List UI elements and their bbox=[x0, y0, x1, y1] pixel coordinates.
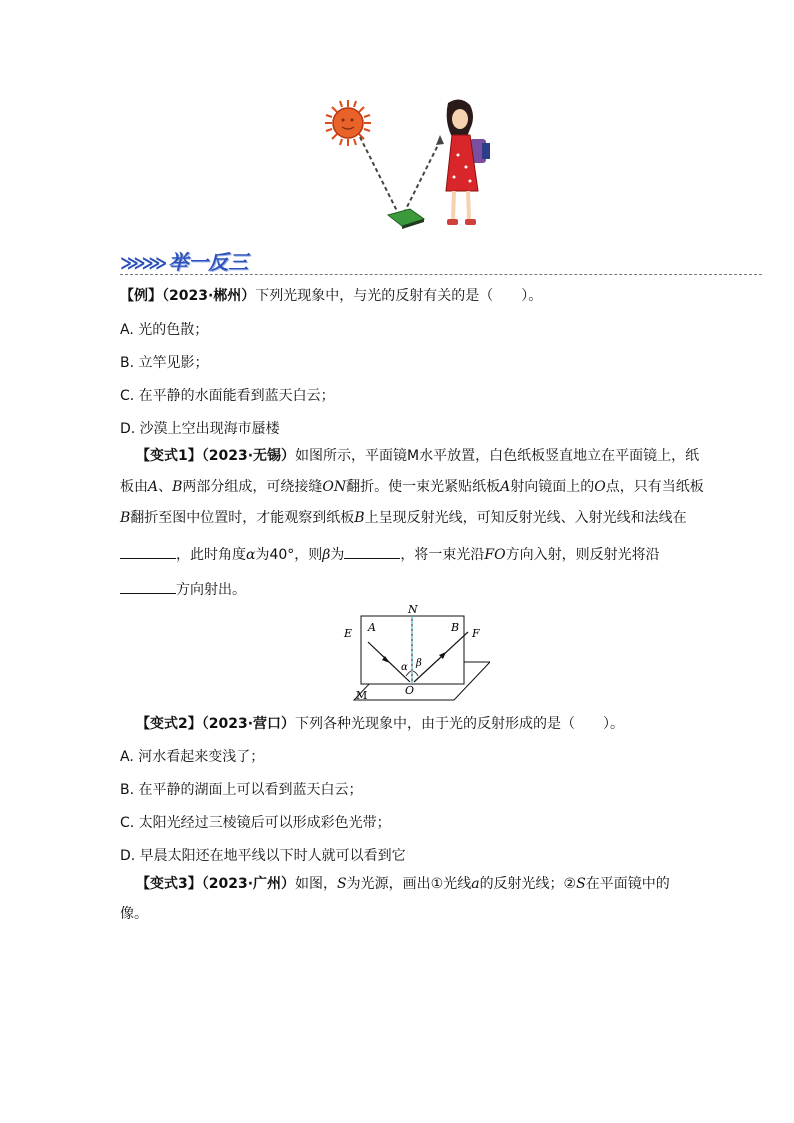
variant2-option-d: D. 早晨太阳还在地平线以下时人就可以看到它 bbox=[120, 848, 406, 864]
label-F: F bbox=[472, 627, 480, 640]
variant3-line-1: 【变式3】（2023·广州）如图，S为光源，画出①光线a的反射光线；②S在平面镜中的 bbox=[136, 876, 670, 892]
label-N: N bbox=[408, 604, 418, 616]
variant2-stem: 下列各种光现象中，由于光的反射形成的是（ ）。 bbox=[295, 716, 625, 732]
variant1-line-1 bbox=[136, 446, 699, 466]
label-A: A bbox=[368, 621, 376, 634]
variant3-line-2: 像。 bbox=[120, 906, 148, 922]
girl-icon bbox=[446, 99, 490, 225]
variant1-text: 如图所示，平面镜M水平放置，白色纸板竖直地立在平面镜上，纸 bbox=[295, 448, 700, 464]
example-source: （2023·郴州） bbox=[162, 288, 256, 304]
variant2-option-a: A. 河水看起来变浅了； bbox=[120, 749, 265, 765]
sun-icon bbox=[325, 100, 371, 146]
variant2-tag: 【变式2】 bbox=[136, 716, 202, 732]
banner-divider bbox=[120, 274, 762, 275]
reflected-ray bbox=[404, 141, 440, 213]
mirror-figure bbox=[334, 604, 490, 706]
example-tag: 【例】 bbox=[120, 288, 162, 304]
label-E: E bbox=[344, 627, 353, 640]
banner-arrows-icon: ⋙⋙ bbox=[120, 253, 164, 274]
example-option-b: B. 立竿见影； bbox=[120, 355, 209, 371]
label-O: O bbox=[405, 684, 415, 697]
answer-blank-2[interactable] bbox=[344, 546, 400, 559]
variant2-question bbox=[136, 714, 624, 734]
reflection-illustration bbox=[320, 95, 500, 235]
example-stem: 下列光现象中，与光的反射有关的是（ ）。 bbox=[255, 288, 543, 304]
incident-ray bbox=[360, 137, 398, 213]
banner-title: 举一反三 bbox=[168, 250, 249, 274]
variant2-option-c: C. 太阳光经过三棱镜后可以形成彩色光带； bbox=[120, 815, 391, 831]
label-B: B bbox=[451, 621, 460, 634]
book-icon bbox=[388, 209, 424, 229]
example-option-c: C. 在平静的水面能看到蓝天白云； bbox=[120, 388, 335, 404]
label-M: M bbox=[356, 689, 368, 702]
answer-blank-1[interactable] bbox=[120, 546, 176, 559]
variant3-source: （2023·广州） bbox=[201, 876, 296, 892]
variant1-source: （2023·无锡） bbox=[201, 448, 296, 464]
variant1-line-5: 方向射出。 bbox=[120, 580, 246, 600]
variant1-tag: 【变式1】 bbox=[136, 448, 202, 464]
variant1-line-2: 板由A、B两部分组成，可绕接缝ON翻折。使一束光紧贴纸板A射向镜面上的O点，只有当纸板 bbox=[120, 479, 704, 495]
variant1-line-3: B翻折至图中位置时，才能观察到纸板B上呈现反射光线，可知反射光线、入射光线和法线在 bbox=[120, 510, 687, 526]
label-alpha: α bbox=[401, 662, 408, 673]
label-beta: β bbox=[416, 658, 422, 669]
example-option-d: D. 沙漠上空出现海市蜃楼 bbox=[120, 421, 280, 437]
variant2-source: （2023·营口） bbox=[201, 716, 296, 732]
variant2-option-b: B. 在平静的湖面上可以看到蓝天白云； bbox=[120, 782, 363, 798]
example-option-a: A. 光的色散； bbox=[120, 322, 209, 338]
section-banner bbox=[120, 246, 248, 274]
example-question bbox=[120, 286, 542, 306]
answer-blank-3[interactable] bbox=[120, 581, 176, 594]
variant3-tag: 【变式3】 bbox=[136, 876, 202, 892]
variant1-line-4: ，此时角度α为40°，则β为 ，将一束光沿FO方向入射，则反射光将沿 bbox=[120, 545, 660, 565]
